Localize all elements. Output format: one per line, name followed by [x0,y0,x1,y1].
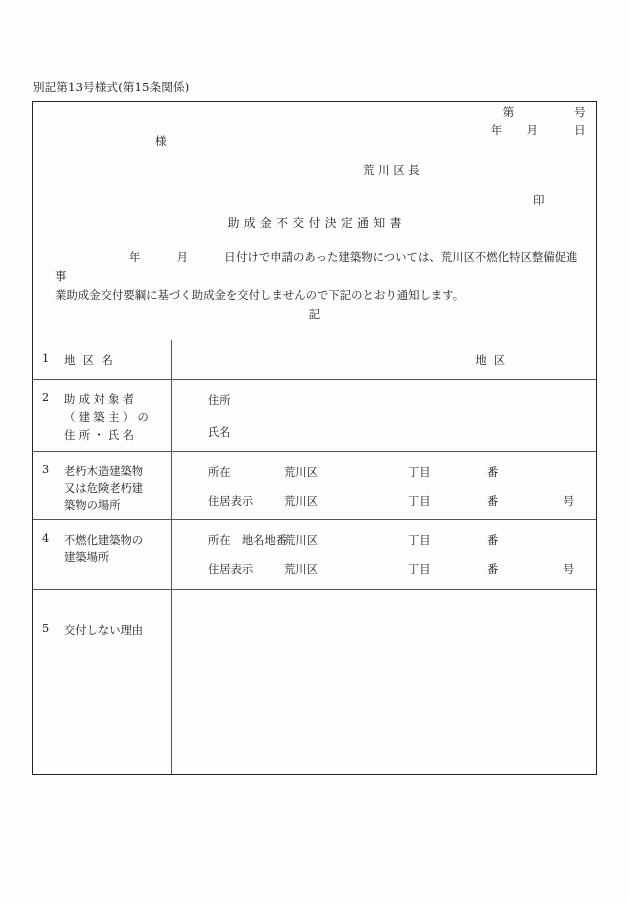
item-3-value-cell[interactable] [172,452,596,519]
table-row [33,379,596,451]
ki-marker: 記 [308,307,321,321]
item-2-label-cell [33,380,172,451]
items-table [33,340,596,774]
item-5-value-cell[interactable] [172,590,596,774]
body-paragraph [55,248,582,305]
item-1-district-suffix: 地区 [475,354,512,367]
table-row [33,589,596,774]
item-3-label-line1: 老朽木造建築物 [64,465,144,478]
item-4-shozai-ban: 番 [487,534,499,547]
body-text-line1: 付けで申請のあった建築物については、荒川区不燃化特区整備促進事 [55,250,578,283]
item-3-address-line-jukyo [172,493,596,509]
document-number-field: 第 号 [502,105,586,119]
item-3-address-line-shozai [172,464,596,480]
body-text-line2: 業助成金交付要綱に基づく助成金を交付しませんので下記のとおり通知します。 [55,288,465,302]
item-4-shozai-ward: 荒川区 [284,534,318,547]
item-4-address-line-jukyo [172,561,596,577]
item-2-address-label: 住所 [208,394,231,407]
addressee-honorific: 様 [155,134,167,148]
item-3-jukyo-ward: 荒川区 [284,495,318,508]
item-2-name-label: 氏名 [208,426,231,439]
item-2-label-line3: 住所・氏名 [64,429,138,442]
item-1-label: 地区名 [64,354,121,367]
item-3-jukyo-ban: 番 [487,495,499,508]
item-5-number: 5 [42,622,50,635]
document-title: 助成金不交付決定通知書 [227,216,406,230]
item-4-number: 4 [42,532,50,545]
item-4-jukyo-label: 住居表示 [208,563,254,576]
issuer-name: 荒川区長 [363,163,424,177]
application-date-blank: 年 月 日 [129,250,237,264]
letterhead-section [33,102,596,340]
table-row [33,451,596,519]
document-date-field: 年 月 日 [490,123,586,137]
item-3-shozai-ward: 荒川区 [284,466,318,479]
seal-mark: 印 [533,193,545,207]
item-4-label-line2: 建築場所 [64,551,110,564]
item-1-label-cell [33,340,172,379]
item-4-jukyo-ward: 荒川区 [284,563,318,576]
item-4-label-line1: 不燃化建築物の [64,534,144,547]
item-4-shozai-label: 所在 地名地番 [208,534,288,547]
item-3-shozai-label: 所在 [208,466,231,479]
item-4-address-line-shozai [172,532,596,548]
item-3-jukyo-chome: 丁目 [408,495,431,508]
item-2-value-cell[interactable] [172,380,596,451]
item-3-label-line3: 築物の場所 [64,499,121,512]
table-row [33,340,596,379]
item-1-value-cell[interactable] [172,340,596,379]
item-4-value-cell[interactable] [172,520,596,589]
item-4-shozai-chome: 丁目 [408,534,431,547]
item-3-shozai-chome: 丁目 [408,466,431,479]
item-3-jukyo-label: 住居表示 [208,495,254,508]
form-code-label: 別記第13号様式(第15条関係) [33,80,190,94]
item-3-jukyo-go: 号 [563,495,575,508]
form-frame [32,101,597,775]
item-1-number: 1 [42,352,50,365]
item-4-jukyo-ban: 番 [487,563,499,576]
item-2-label-line1: 助成対象者 [64,393,138,406]
table-row [33,519,596,589]
item-3-label-cell [33,452,172,519]
item-4-jukyo-go: 号 [563,563,575,576]
item-3-label-line2: 又は危険老朽建 [64,482,144,495]
item-3-number: 3 [42,463,50,476]
item-4-label-cell [33,520,172,589]
item-2-number: 2 [42,391,50,404]
item-4-jukyo-chome: 丁目 [408,563,431,576]
item-5-label-cell [33,590,172,774]
item-5-label: 交付しない理由 [64,624,144,637]
item-3-shozai-ban: 番 [487,466,499,479]
item-2-label-line2: （建築主）の [64,411,153,424]
